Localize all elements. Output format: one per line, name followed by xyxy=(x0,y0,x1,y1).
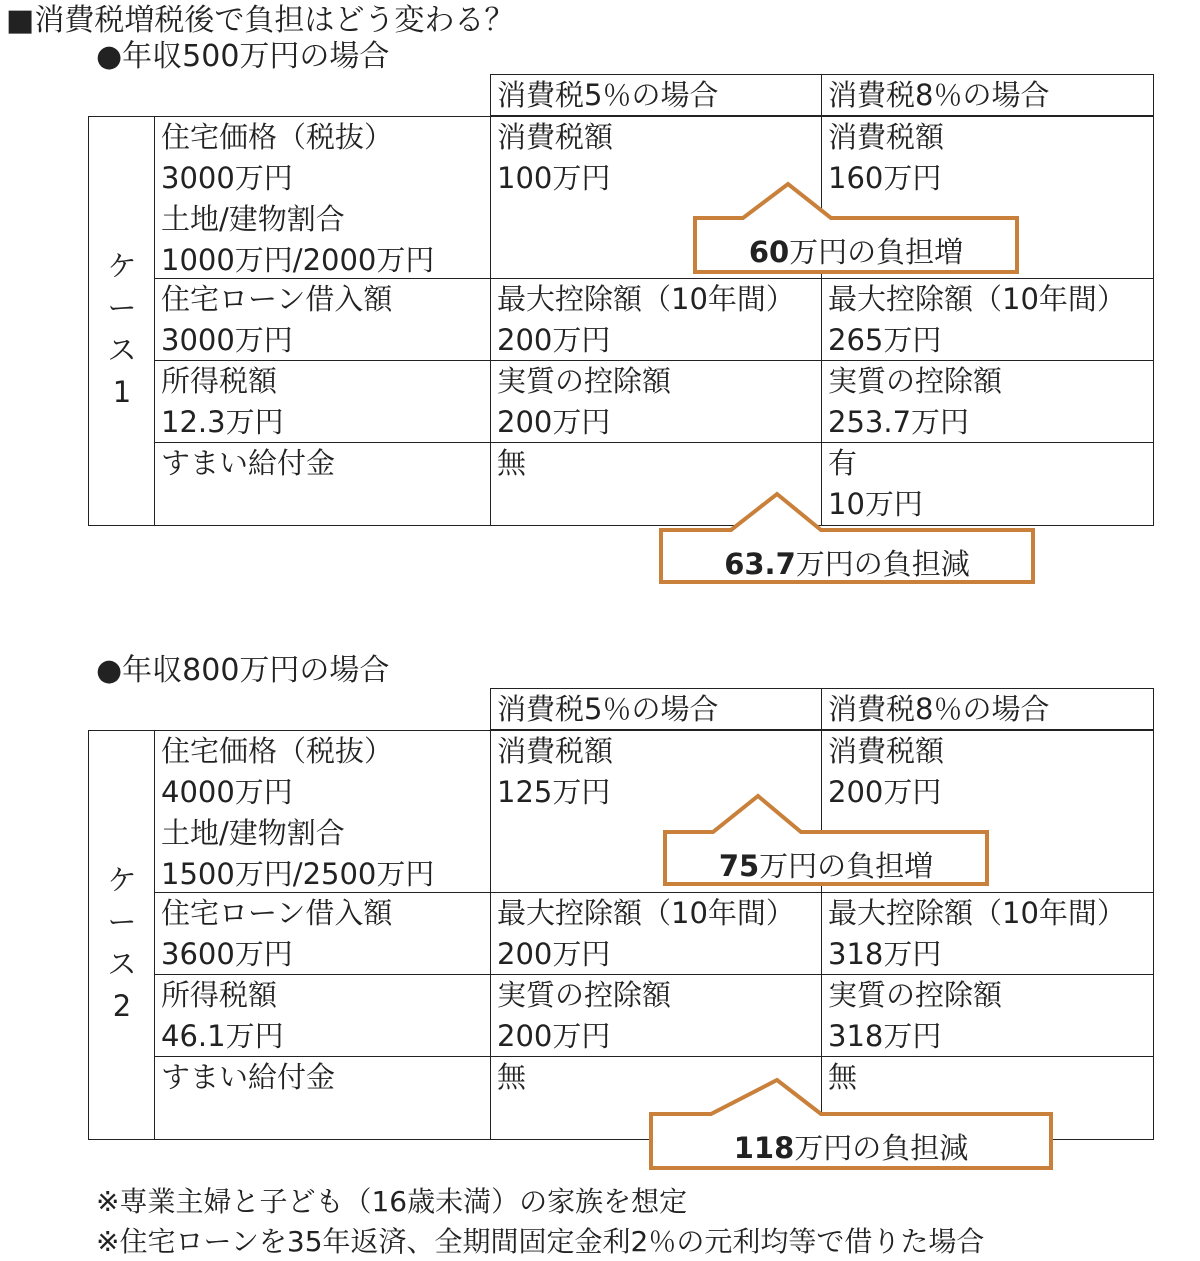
case-label-1: ケ ー ス 1 xyxy=(88,116,156,526)
cell-benefit-5pct: 無 xyxy=(490,442,823,526)
cell-actual-deduction-8pct: 実質の控除額 318万円 xyxy=(821,974,1154,1058)
row-label-loan: 住宅ローン借入額 3600万円 xyxy=(154,892,492,976)
row-label-income-tax: 所得税額 46.1万円 xyxy=(154,974,492,1058)
footnote-family: ※専業主婦と子ども（16歳未満）の家族を想定 xyxy=(96,1185,688,1218)
column-header-5pct: 消費税5％の場合 xyxy=(490,74,823,116)
comparison-table-800 xyxy=(0,688,1200,1228)
section-heading-500: ●年収500万円の場合 xyxy=(96,39,390,74)
row-label-house-price: 住宅価格（税抜） 3000万円 土地/建物割合 1000万円/2000万円 xyxy=(154,116,492,280)
callout-increase-text: 60万円の負担増 xyxy=(748,235,964,269)
callout-decrease-text: 63.7万円の負担減 xyxy=(724,547,970,581)
callout-burden-decrease xyxy=(649,1078,1053,1170)
row-label-loan: 住宅ローン借入額 3000万円 xyxy=(154,278,492,362)
cell-tax-5pct: 消費税額 125万円 xyxy=(490,730,823,894)
row-label-benefit: すまい給付金 xyxy=(154,1056,492,1140)
column-header-8pct: 消費税8％の場合 xyxy=(821,74,1154,116)
cell-max-deduction-5pct: 最大控除額（10年間） 200万円 xyxy=(490,278,823,362)
cell-benefit-8pct: 無 xyxy=(821,1056,1154,1140)
cell-actual-deduction-5pct: 実質の控除額 200万円 xyxy=(490,974,823,1058)
callout-burden-increase xyxy=(693,182,1019,274)
column-header-8pct: 消費税8％の場合 xyxy=(821,688,1154,730)
footnote-loan: ※住宅ローンを35年返済、全期間固定金利2％の元利均等で借りた場合 xyxy=(96,1225,985,1258)
callout-decrease-text: 118万円の負担減 xyxy=(733,1131,969,1165)
cell-max-deduction-8pct: 最大控除額（10年間） 318万円 xyxy=(821,892,1154,976)
cell-actual-deduction-8pct: 実質の控除額 253.7万円 xyxy=(821,360,1154,444)
cell-tax-8pct: 消費税額 160万円 xyxy=(821,116,1154,280)
column-header-5pct: 消費税5％の場合 xyxy=(490,688,823,730)
cell-tax-8pct: 消費税額 200万円 xyxy=(821,730,1154,894)
row-label-house-price: 住宅価格（税抜） 4000万円 土地/建物割合 1500万円/2500万円 xyxy=(154,730,492,894)
row-label-benefit: すまい給付金 xyxy=(154,442,492,526)
row-label-income-tax: 所得税額 12.3万円 xyxy=(154,360,492,444)
cell-benefit-5pct: 無 xyxy=(490,1056,823,1140)
cell-actual-deduction-5pct: 実質の控除額 200万円 xyxy=(490,360,823,444)
callout-increase-text: 75万円の負担増 xyxy=(718,849,934,883)
cell-tax-5pct: 消費税額 100万円 xyxy=(490,116,823,280)
callout-burden-increase xyxy=(663,794,989,886)
callout-burden-decrease xyxy=(659,492,1035,584)
cell-benefit-8pct: 有 10万円 xyxy=(821,442,1154,526)
cell-max-deduction-5pct: 最大控除額（10年間） 200万円 xyxy=(490,892,823,976)
cell-max-deduction-8pct: 最大控除額（10年間） 265万円 xyxy=(821,278,1154,362)
section-heading-800: ●年収800万円の場合 xyxy=(96,653,390,688)
page-title: ■消費税増税後で負担はどう変わる？ xyxy=(6,3,515,38)
comparison-table-500 xyxy=(0,74,1200,614)
case-label-2: ケ ー ス 2 xyxy=(88,730,156,1140)
